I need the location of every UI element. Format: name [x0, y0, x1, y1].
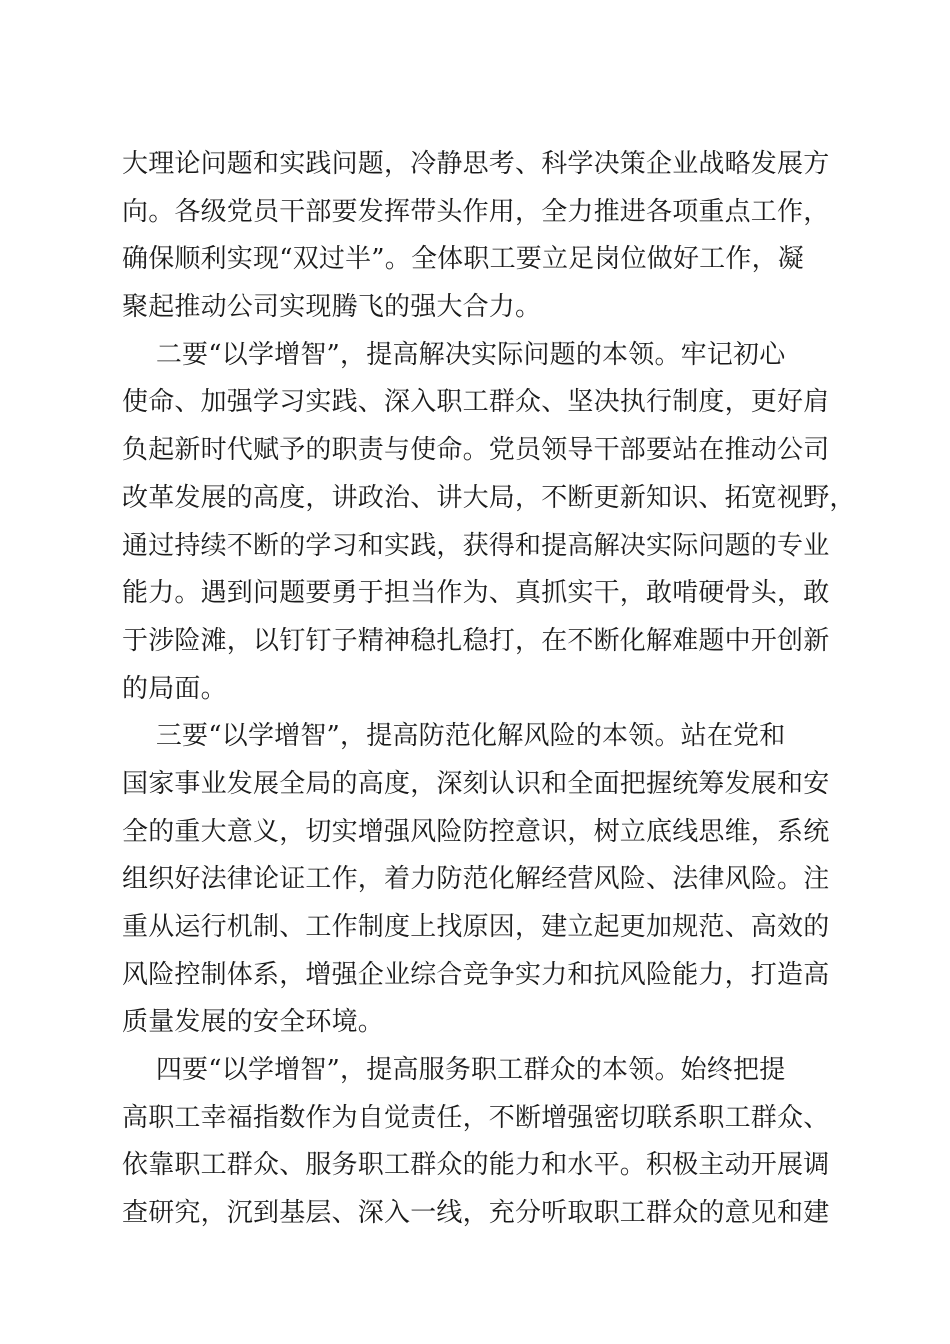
- text-line: 于涉险滩，以钉钉子精神稳扎稳打，在不断化解难题中开创新: [122, 625, 830, 656]
- text-line: 高职工幸福指数作为自觉责任，不断增强密切联系职工群众、: [122, 1102, 830, 1133]
- paragraph-3-first-line: 三要“以学增智”，提高防范化解风险的本领。站在党和: [122, 721, 786, 752]
- text-line: 国家事业发展全局的高度，深刻认识和全面把握统筹发展和安: [122, 768, 830, 799]
- text-line: 依靠职工群众、服务职工群众的能力和水平。积极主动开展调: [122, 1150, 830, 1181]
- text-line: 能力。遇到问题要勇于担当作为、真抓实干，敢啃硬骨头，敢: [122, 578, 830, 609]
- text-line: 全的重大意义，切实增强风险防控意识，树立底线思维，系统: [122, 816, 830, 847]
- text-line: 查研究，沉到基层、深入一线，充分听取职工群众的意见和建: [122, 1198, 830, 1229]
- text-line: 确保顺利实现“双过半”。全体职工要立足岗位做好工作，凝: [122, 244, 804, 275]
- text-line: 组织好法律论证工作，着力防范化解经营风险、法律风险。注: [122, 864, 830, 895]
- text-line: 负起新时代赋予的职责与使命。党员领导干部要站在推动公司: [122, 435, 830, 466]
- text-line: 的局面。: [122, 673, 227, 704]
- text-line: 改革发展的高度，讲政治、讲大局，不断更新知识、拓宽视野，: [122, 482, 856, 513]
- text-line: 重从运行机制、工作制度上找原因，建立起更加规范、高效的: [122, 912, 830, 942]
- text-line: 通过持续不断的学习和实践，获得和提高解决实际问题的专业: [122, 530, 830, 561]
- text-line: 大理论问题和实践问题，冷静思考、科学决策企业战略发展方: [122, 149, 830, 179]
- text-line: 向。各级党员干部要发挥带头作用，全力推进各项重点工作，: [122, 196, 830, 227]
- paragraph-4-first-line: 四要“以学增智”，提高服务职工群众的本领。始终把提: [122, 1055, 786, 1086]
- text-line: 质量发展的安全环境。: [122, 1007, 385, 1038]
- paragraph-2-first-line: 二要“以学增智”，提高解决实际问题的本领。牢记初心: [122, 339, 786, 370]
- text-line: 聚起推动公司实现腾飞的强大合力。: [122, 292, 542, 323]
- text-line: 使命、加强学习实践、深入职工群众、坚决执行制度，更好肩: [122, 387, 830, 418]
- document-body: [122, 141, 856, 1238]
- text-line: 风险控制体系，增强企业综合竞争实力和抗风险能力，打造高: [122, 959, 830, 990]
